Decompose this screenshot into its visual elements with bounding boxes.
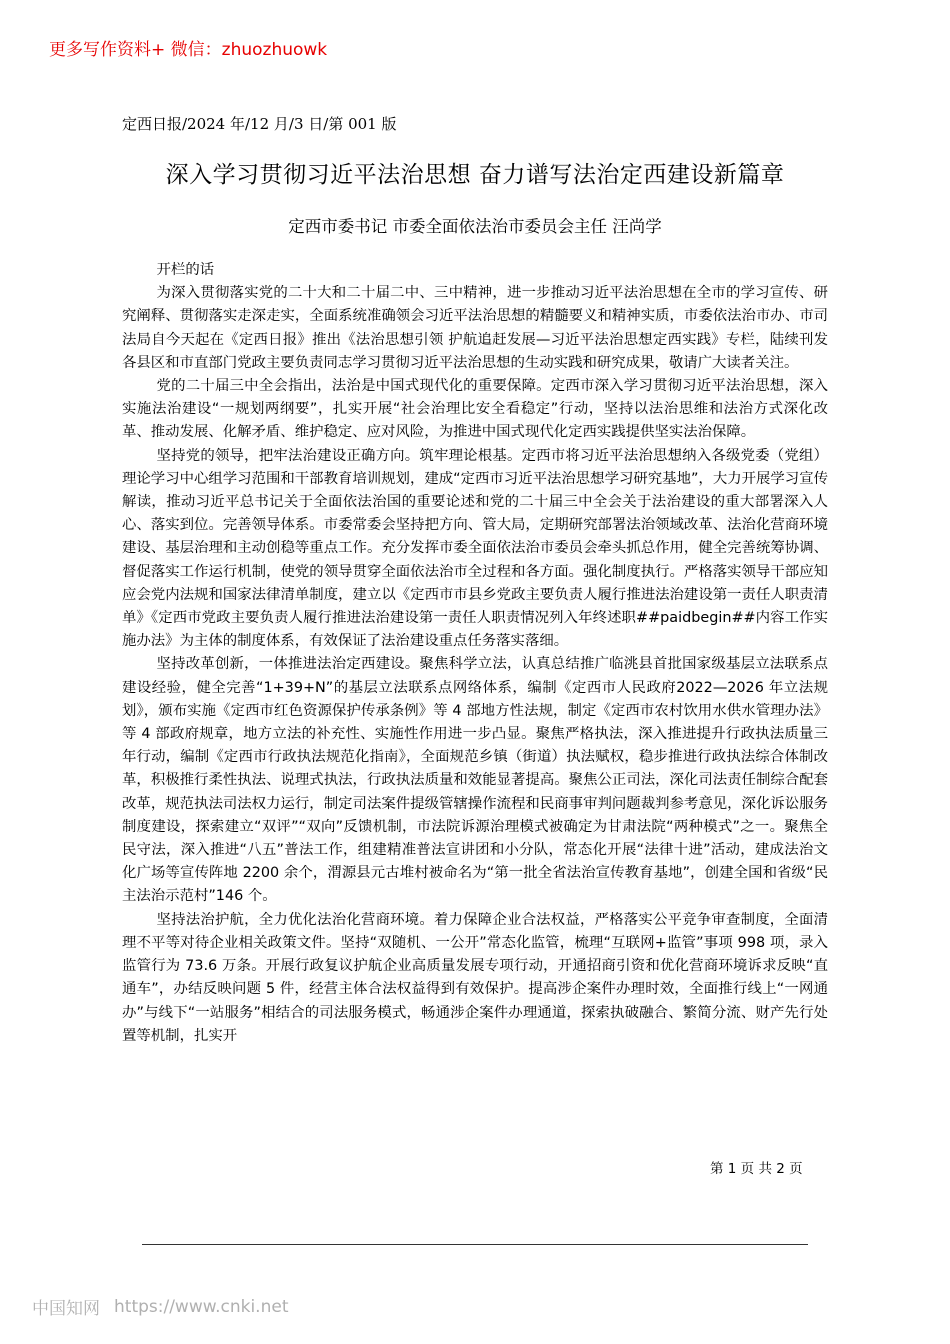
publication-source: 定西日报/2024 年/12 月/3 日/第 001 版 — [122, 115, 397, 133]
paragraph: 坚持改革创新，一体推进法治定西建设。聚焦科学立法，认真总结推广临洮县首批国家级基层立法联系点建设经验，健全完善“1+39+N”的基层立法联系点网络体系，编制《定西市人民政府2022—2026 年立法规划》，颁布实施《定西市红色资源保护传承条例》等 4 部地方性法规，制定《定西市农村饮用水供水管理办法》等 4 部政府规章，地方立法的补充性、实施性作用进一步凸显。聚焦严格执法，深入推进提升行政执法质量三年行动，编制《定西市行政执法规范化指南》，全面规范乡镇（街道）执法赋权，稳步推进行政执法综合体制改革，积极推行柔性执法、说理式执法，行政执法质量和效能显著提高。聚焦公正司法，深化司法责任制综合配套改革，规范执法司法权力运行，制定司法案件提级管辖操作流程和民商事审判问题裁判参考意见，深化诉讼服务制度建设，探索建立“双评”“双向”反馈机制，市法院诉源治理模式被确定为甘肃法院“两种模式”之一。聚焦全民守法，深入推进“八五”普法工作，组建精准普法宣讲团和小分队，常态化开展“法律十进”活动，建成法治文化广场等宣传阵地 2200 余个，渭源县元古堆村被命名为“第一批全省法治宣传教育基地”，创建全国和省级“民主法治示范村”146 个。 — [122, 656, 828, 905]
footer-url[interactable]: https://www.cnki.net — [114, 1296, 289, 1317]
article-body — [122, 259, 828, 1048]
article-author: 定西市委书记 市委全面依法治市委员会主任 汪尚学 — [288, 217, 662, 236]
column-intro-heading: 开栏的话 — [156, 262, 215, 278]
footer-site-name: 中国知网 — [32, 1299, 100, 1319]
promo-banner[interactable]: 更多写作资料+ 微信：zhuozhuowk — [49, 40, 328, 60]
footer-divider — [142, 1244, 808, 1245]
paragraph: 坚持党的领导，把牢法治建设正确方向。筑牢理论根基。定西市将习近平法治思想纳入各级党委（党组）理论学习中心组学习范围和干部教育培训规划，建成“定西市习近平法治思想学习研究基地”，大力开展学习宣传解读，推动习近平总书记关于全面依法治国的重要论述和党的二十届三中全会关于法治建设的重大部署深入人心、落实到位。完善领导体系。市委常委会坚持把方向、管大局，定期研究部署法治领域改革、法治化营商环境建设、基层治理和主动创稳等重点工作。充分发挥市委全面依法治市委员会牵头抓总作用，健全完善统筹协调、督促落实工作运行机制，使党的领导贯穿全面依法治市全过程和各方面。强化制度执行。严格落实领导干部应知应会党内法规和国家法律清单制度，建立以《定西市市县乡党政主要负责人履行推进法治建设第一责任人职责清单》《定西市党政主要负责人履行推进法治建设第一责任人职责情况列入年终述职##paidbegin##内容工作实施办法》为主体的制度体系，有效保证了法治建设重点任务落实落细。 — [122, 447, 828, 650]
page-number: 第 1 页 共 2 页 — [710, 1161, 803, 1177]
paragraph: 党的二十届三中全会指出，法治是中国式现代化的重要保障。定西市深入学习贯彻习近平法治思想，深入实施法治建设“一规划两纲要”，扎实开展“社会治理比安全看稳定”行动，坚持以法治思维和法治方式深化改革、推动发展、化解矛盾、维护稳定、应对风险，为推进中国式现代化定西实践提供坚实法治保障。 — [122, 378, 828, 441]
article-title: 深入学习贯彻习近平法治思想 奋力谱写法治定西建设新篇章 — [165, 162, 785, 188]
paragraph: 为深入贯彻落实党的二十大和二十届二中、三中精神，进一步推动习近平法治思想在全市的学习宣传、研究阐释、贯彻落实走深走实，全面系统准确领会习近平法治思想的精髓要义和精神实质，市委依法治市办、市司法局自今天起在《定西日报》推出《法治思想引领 护航追赶发展—习近平法治思想定西实践》专栏，陆续刊发各县区和市直部门党政主要负责同志学习贯彻习近平法治思想的生动实践和研究成果，敬请广大读者关注。 — [122, 285, 828, 371]
paragraph: 坚持法治护航，全力优化法治化营商环境。着力保障企业合法权益，严格落实公平竞争审查制度，全面清理不平等对待企业相关政策文件。坚持“双随机、一公开”常态化监管，梳理“互联网+监管”事项 998 项，录入监管行为 73.6 万条。开展行政复议护航企业高质量发展专项行动，开通招商引资和优化营商环境诉求反映“直通车”，办结反映问题 5 件，经营主体合法权益得到有效保护。提高涉企案件办理时效，全面推行线上“一网通办”与线下“一站服务”相结合的司法服务模式，畅通涉企案件办理通道，探索执破融合、繁简分流、财产先行处置等机制，扎实开 — [122, 911, 828, 1044]
footer-watermark — [32, 1294, 288, 1319]
